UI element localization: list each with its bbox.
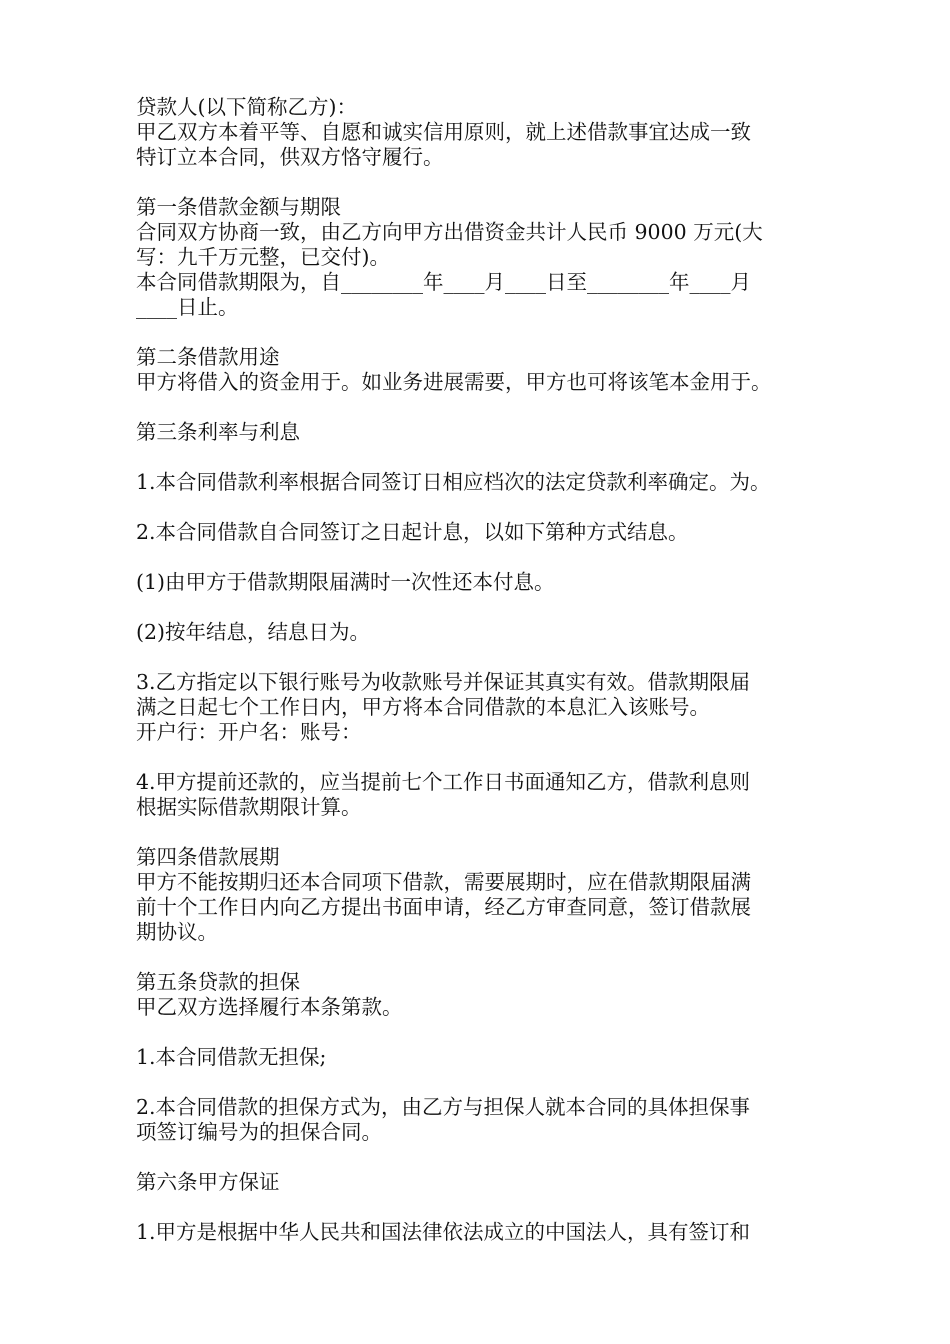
paragraph-gap	[136, 495, 826, 520]
text-line: 第三条利率与利息	[136, 420, 300, 444]
text-line: 期协议。	[136, 920, 218, 944]
text-line: 满之日起七个工作日内，甲方将本合同借款的本息汇入该账号。	[136, 695, 710, 719]
paragraph-gap	[136, 545, 826, 570]
paragraph-gap	[136, 645, 826, 670]
text-line: 1.本合同借款利率根据合同签订日相应档次的法定贷款利率确定。为。	[136, 470, 771, 494]
paragraph-gap	[136, 820, 826, 845]
paragraph-gap	[136, 945, 826, 970]
text-line: 甲方不能按期归还本合同项下借款，需要展期时，应在借款期限届满	[136, 870, 751, 894]
paragraph-gap	[136, 595, 826, 620]
text-line: (2)按年结息，结息日为。	[136, 620, 371, 644]
text-line: 2.本合同借款的担保方式为，由乙方与担保人就本合同的具体担保事	[136, 1095, 751, 1119]
paragraph-gap	[136, 320, 826, 345]
paragraph-gap	[136, 445, 826, 470]
text-line: 贷款人(以下简称乙方)：	[136, 95, 357, 119]
text-line: 写：九千万元整，已交付)。	[136, 245, 390, 269]
paragraph-gap	[136, 1195, 826, 1220]
contract-text	[136, 95, 826, 1245]
text-line: 4.甲方提前还款的，应当提前七个工作日书面通知乙方，借款利息则	[136, 770, 751, 794]
text-line: 2.本合同借款自合同签订之日起计息，以如下第种方式结息。	[136, 520, 689, 544]
text-line: 项签订编号为的担保合同。	[136, 1120, 382, 1144]
paragraph-gap	[136, 1070, 826, 1095]
text-line: (1)由甲方于借款期限届满时一次性还本付息。	[136, 570, 555, 594]
paragraph-gap	[136, 1145, 826, 1170]
text-line: 甲方将借入的资金用于。如业务进展需要，甲方也可将该笔本金用于。	[136, 370, 772, 394]
text-line: 第四条借款展期	[136, 845, 280, 869]
text-line: 3.乙方指定以下银行账号为收款账号并保证其真实有效。借款期限届	[136, 670, 751, 694]
text-line: 第五条贷款的担保	[136, 970, 300, 994]
paragraph-gap	[136, 395, 826, 420]
paragraph-gap	[136, 745, 826, 770]
paragraph-gap	[136, 170, 826, 195]
text-line: 第二条借款用途	[136, 345, 280, 369]
text-line: 甲乙双方本着平等、自愿和诚实信用原则，就上述借款事宜达成一致	[136, 120, 751, 144]
text-line: 特订立本合同，供双方恪守履行。	[136, 145, 444, 169]
text-line: 根据实际借款期限计算。	[136, 795, 362, 819]
text-line: ____日止。	[136, 295, 239, 319]
text-line: 合同双方协商一致，由乙方向甲方出借资金共计人民币 9000 万元(大	[136, 220, 763, 244]
text-line: 第六条甲方保证	[136, 1170, 280, 1194]
text-line: 甲乙双方选择履行本条第款。	[136, 995, 403, 1019]
text-line: 1.本合同借款无担保;	[136, 1045, 327, 1069]
text-line: 本合同借款期限为，自________年____月____日至________年____月	[136, 270, 751, 294]
paragraph-gap	[136, 1020, 826, 1045]
text-line: 前十个工作日内向乙方提出书面申请，经乙方审查同意，签订借款展	[136, 895, 751, 919]
text-line: 第一条借款金额与期限	[136, 195, 341, 219]
text-line: 1.甲方是根据中华人民共和国法律依法成立的中国法人，具有签订和	[136, 1220, 751, 1244]
text-line: 开户行：开户名：账号：	[136, 720, 362, 744]
